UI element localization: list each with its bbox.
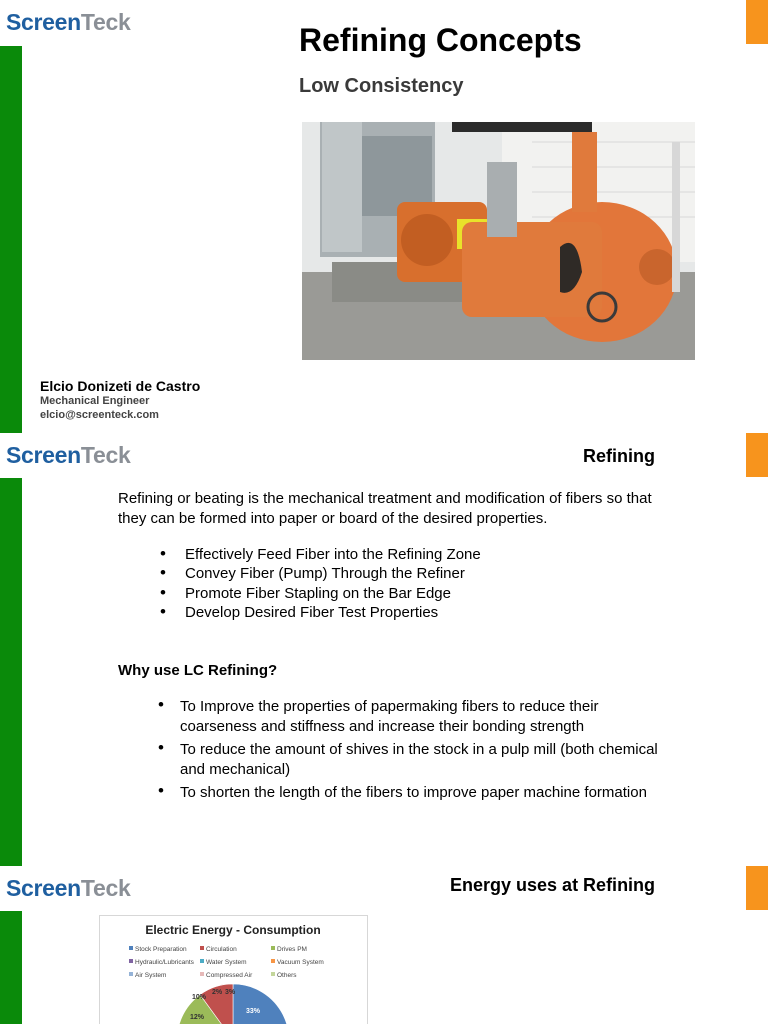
pie-slice bbox=[233, 984, 289, 1024]
orange-tab bbox=[746, 433, 768, 477]
refining-goals-list bbox=[160, 546, 481, 623]
legend-swatch bbox=[129, 946, 133, 950]
logo-part-screen: Screen bbox=[6, 442, 81, 468]
legend-swatch bbox=[271, 972, 275, 976]
legend-label: Water System bbox=[206, 959, 247, 966]
legend-label: Drives PM bbox=[277, 946, 307, 953]
legend-label: Compressed Air bbox=[206, 972, 253, 979]
orange-tab bbox=[746, 866, 768, 910]
legend-swatch bbox=[271, 959, 275, 963]
legend-label: Others bbox=[277, 972, 297, 979]
author-block bbox=[40, 378, 200, 422]
pie-chart-svg bbox=[100, 916, 367, 1024]
legend-swatch bbox=[200, 972, 204, 976]
green-side-bar bbox=[0, 911, 22, 1024]
data-label: 3% bbox=[224, 989, 236, 996]
slide-subtitle: Low Consistency bbox=[299, 75, 464, 97]
list-item: • To reduce the amount of shives in the stock in a pulp mill (both chemical and mechanical) bbox=[158, 740, 658, 779]
author-name: Elcio Donizeti de Castro bbox=[40, 378, 201, 394]
logo-part-teck: Teck bbox=[80, 875, 131, 901]
screenteck-logo bbox=[6, 442, 130, 469]
legend-label: Air System bbox=[135, 972, 167, 979]
data-label: 33% bbox=[245, 1008, 261, 1015]
legend-swatch bbox=[200, 959, 204, 963]
energy-consumption-chart bbox=[99, 915, 368, 1024]
legend-swatch bbox=[129, 972, 133, 976]
author-role: Mechanical Engineer bbox=[40, 395, 150, 407]
green-side-bar bbox=[0, 478, 22, 866]
chart-title: Electric Energy - Consumption bbox=[145, 923, 321, 937]
screenteck-logo bbox=[6, 875, 130, 902]
why-heading: Why use LC Refining? bbox=[118, 662, 278, 679]
why-lc-list bbox=[158, 697, 658, 807]
slide-energy bbox=[0, 866, 768, 1024]
refiner-machine-photo bbox=[302, 122, 695, 360]
logo-part-screen: Screen bbox=[6, 9, 81, 35]
screenteck-logo bbox=[6, 9, 130, 36]
data-label: 10% bbox=[191, 994, 207, 1001]
legend-label: Stock Preparation bbox=[135, 946, 187, 953]
list-item: • Develop Desired Fiber Test Properties bbox=[160, 604, 481, 623]
legend-swatch bbox=[200, 946, 204, 950]
slide-refining bbox=[0, 433, 768, 866]
list-item: • Promote Fiber Stapling on the Bar Edge bbox=[160, 585, 481, 604]
list-item: • Effectively Feed Fiber into the Refining Zone bbox=[160, 546, 481, 565]
author-email[interactable]: elcio@screenteck.com bbox=[40, 409, 159, 421]
slide-title-heading: Energy uses at Refining bbox=[450, 875, 656, 895]
logo-part-teck: Teck bbox=[80, 9, 131, 35]
data-label: 2% bbox=[211, 989, 223, 996]
legend-label: Circulation bbox=[206, 946, 237, 953]
green-side-bar bbox=[0, 46, 22, 433]
list-item: • To shorten the length of the fibers to improve paper machine formation bbox=[158, 783, 658, 803]
list-item: • To Improve the properties of papermaking fibers to reduce their coarseness and stiffness and increase their bonding strength bbox=[158, 697, 658, 736]
slide-title-heading: Refining Concepts bbox=[299, 22, 582, 58]
legend-label: Vacuum System bbox=[277, 959, 324, 966]
orange-tab bbox=[746, 0, 768, 44]
logo-part-teck: Teck bbox=[80, 442, 131, 468]
data-label: 12% bbox=[189, 1014, 205, 1021]
slide-title-heading: Refining bbox=[583, 446, 655, 466]
legend-swatch bbox=[129, 959, 133, 963]
list-item: • Convey Fiber (Pump) Through the Refiner bbox=[160, 565, 481, 584]
slide-title bbox=[0, 0, 768, 433]
legend-label: Hydraulic/Lubricants bbox=[135, 959, 194, 966]
intro-paragraph: Refining or beating is the mechanical treatment and modification of fibers so that they can be formed into paper or board of the desired properties. bbox=[118, 490, 652, 527]
logo-part-screen: Screen bbox=[6, 875, 81, 901]
legend-swatch bbox=[271, 946, 275, 950]
